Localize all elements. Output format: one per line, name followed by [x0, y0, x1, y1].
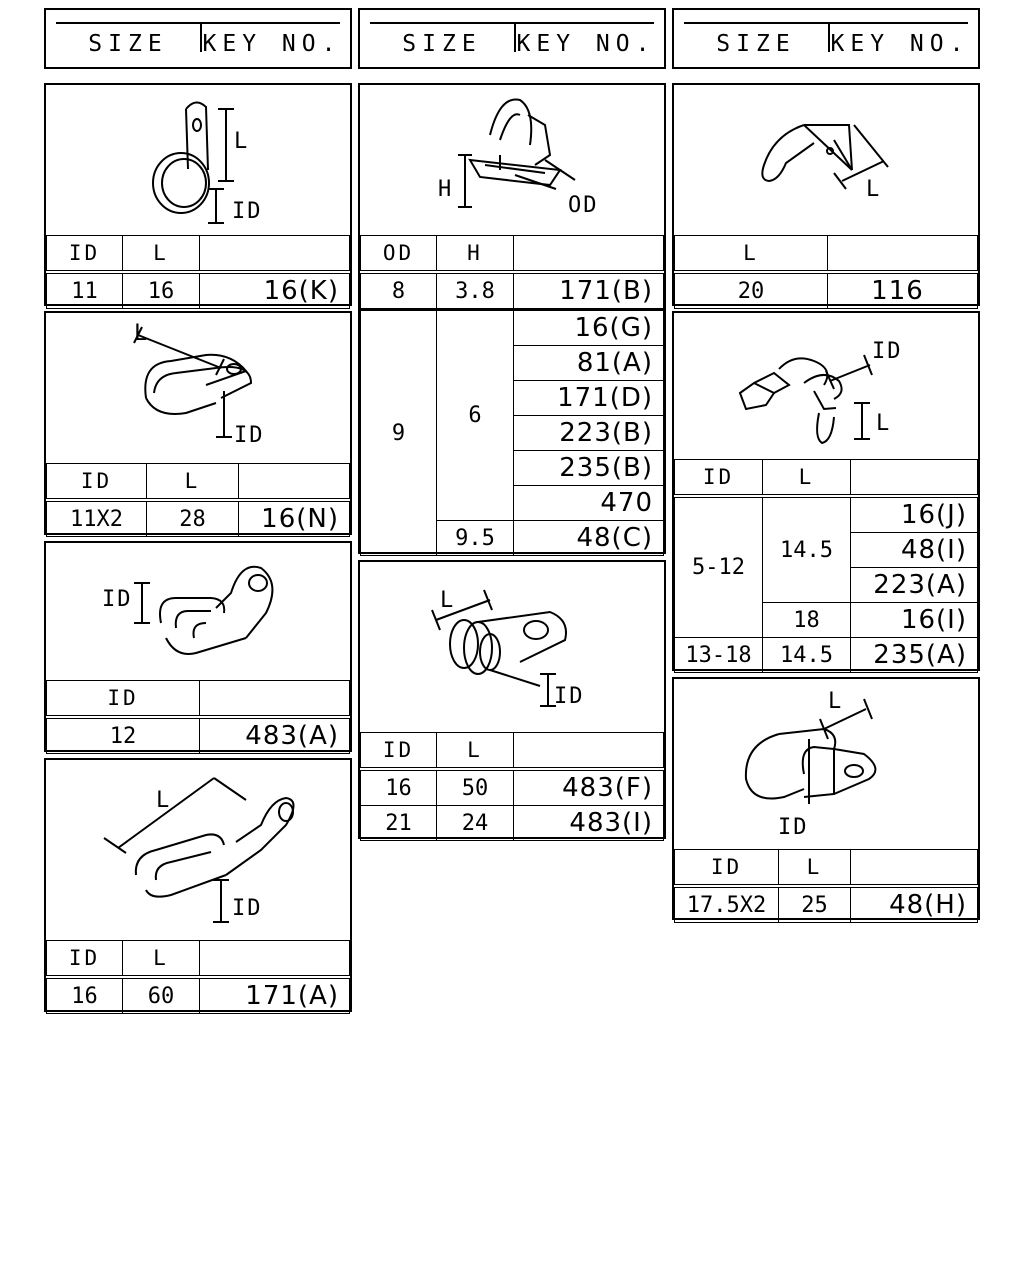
cell-id: 11: [47, 272, 123, 309]
key-no-cell[interactable]: 16(G): [514, 310, 664, 346]
header-box-2: [358, 8, 666, 69]
col-od-header: OD: [361, 236, 437, 273]
col-l-header: L: [147, 464, 239, 501]
col-l-header: L: [675, 236, 828, 273]
cell-l: 14.5: [763, 496, 851, 603]
cell-id: 11X2: [47, 500, 147, 537]
key-no-cell[interactable]: 81(A): [514, 346, 664, 381]
key-no-cell[interactable]: 235(A): [851, 638, 978, 673]
size-header: SIZE: [716, 31, 796, 57]
dim-l-label: L: [828, 689, 844, 714]
key-no-cell[interactable]: 235(B): [514, 451, 664, 486]
spec-table: [674, 849, 978, 923]
key-no-cell[interactable]: 483(A): [200, 717, 350, 754]
push-clip-drawing: [360, 85, 664, 235]
push-clip-card: [358, 83, 666, 554]
cell-id: 16: [361, 769, 437, 806]
key-no-cell[interactable]: 171(D): [514, 381, 664, 416]
clamp-card-16n: [44, 311, 352, 535]
clamp-card-16k: [44, 83, 352, 306]
key-no-cell[interactable]: 171(B): [514, 272, 664, 310]
cell-l: 25: [779, 886, 851, 923]
key-no-cell[interactable]: 483(F): [514, 769, 664, 806]
pin-clip-drawing: [674, 313, 978, 461]
col-l-header: L: [123, 236, 200, 273]
bracket-clip-card: [672, 83, 980, 306]
key-no-cell[interactable]: 48(C): [514, 521, 664, 556]
cell-id: 21: [361, 806, 437, 841]
size-header: SIZE: [88, 31, 168, 57]
key-no-cell[interactable]: 16(N): [239, 500, 350, 537]
spec-table: [674, 235, 978, 309]
dim-id-label: ID: [872, 339, 903, 364]
cell-l: 18: [763, 603, 851, 638]
dim-l-label: L: [234, 129, 250, 154]
cell-l: 24: [437, 806, 514, 841]
grommet-clip-card: [358, 560, 666, 839]
dim-l-label: L: [866, 177, 882, 202]
key-no-cell[interactable]: 470: [514, 486, 664, 521]
size-header: SIZE: [402, 31, 482, 57]
key-no-cell[interactable]: 48(H): [851, 886, 978, 923]
key-no-header: KEY NO.: [830, 31, 970, 57]
cell-l: 16: [123, 272, 200, 309]
col-id-header: ID: [675, 850, 779, 887]
key-no-cell[interactable]: 171(A): [200, 977, 350, 1014]
col-h-header: H: [437, 236, 514, 273]
key-no-cell[interactable]: 48(I): [851, 533, 978, 568]
dim-l-label: L: [134, 321, 150, 346]
cell-id: 16: [47, 977, 123, 1014]
key-no-cell[interactable]: 223(A): [851, 568, 978, 603]
cell-l: 50: [437, 769, 514, 806]
band-clamp-drawing: [46, 85, 350, 235]
dim-id-label: ID: [778, 815, 809, 840]
dim-h-label: H: [438, 177, 454, 202]
key-no-cell[interactable]: 16(K): [200, 272, 350, 309]
col-id-header: ID: [47, 941, 123, 978]
cell-h: 9.5: [437, 521, 514, 556]
p-clip-drawing: [46, 543, 350, 683]
clamp-card-483a: [44, 541, 352, 752]
cell-l: 14.5: [763, 638, 851, 673]
flat-double-clip-card: [672, 677, 980, 920]
cell-h: 3.8: [437, 272, 514, 310]
cell-l: 20: [675, 272, 828, 309]
cell-id: 5-12: [675, 496, 763, 638]
clamp-card-171a: [44, 758, 352, 1012]
key-no-cell[interactable]: 16(J): [851, 496, 978, 533]
col-l-header: L: [437, 733, 514, 770]
spec-table: [360, 732, 664, 841]
col-l-header: L: [763, 460, 851, 497]
long-double-clip-drawing: [46, 760, 350, 940]
key-no-cell[interactable]: 483(I): [514, 806, 664, 841]
cell-id: 12: [47, 717, 200, 754]
flat-double-clip-drawing: [674, 679, 978, 849]
cell-l: 28: [147, 500, 239, 537]
spec-table: [674, 459, 978, 673]
dim-l-label: L: [156, 788, 172, 813]
dim-id-label: ID: [102, 587, 133, 612]
key-no-cell[interactable]: 16(I): [851, 603, 978, 638]
key-no-header: KEY NO.: [516, 31, 656, 57]
dim-l-label: L: [440, 588, 456, 613]
cell-od: 8: [361, 272, 437, 310]
dim-id-label: ID: [234, 423, 265, 448]
col-l-header: L: [779, 850, 851, 887]
cell-id: 13-18: [675, 638, 763, 673]
pin-clip-card: [672, 311, 980, 671]
key-no-cell[interactable]: 116: [828, 272, 978, 309]
dim-od-label: OD: [568, 193, 599, 218]
cell-l: 60: [123, 977, 200, 1014]
cell-h: 6: [437, 310, 514, 521]
bracket-clip-drawing: [674, 85, 978, 235]
key-no-header: KEY NO.: [202, 31, 342, 57]
key-no-cell[interactable]: 223(B): [514, 416, 664, 451]
col-id-header: ID: [47, 681, 200, 718]
cell-id: 17.5X2: [675, 886, 779, 923]
header-box-1: [44, 8, 352, 69]
dim-id-label: ID: [232, 199, 263, 224]
spec-table: [46, 940, 350, 1014]
col-id-header: ID: [47, 464, 147, 501]
col-id-header: ID: [47, 236, 123, 273]
spec-table: [360, 235, 664, 556]
cell-od: 9: [361, 310, 437, 556]
dim-l-label: L: [876, 411, 892, 436]
col-id-header: ID: [361, 733, 437, 770]
spec-table: [46, 235, 350, 309]
spec-table: [46, 680, 350, 754]
spec-table: [46, 463, 350, 537]
grommet-clip-drawing: [360, 562, 664, 732]
double-loop-clip-drawing: [46, 313, 350, 463]
dim-id-label: ID: [232, 896, 263, 921]
col-l-header: L: [123, 941, 200, 978]
header-box-3: [672, 8, 980, 69]
dim-id-label: ID: [554, 684, 585, 709]
col-id-header: ID: [675, 460, 763, 497]
